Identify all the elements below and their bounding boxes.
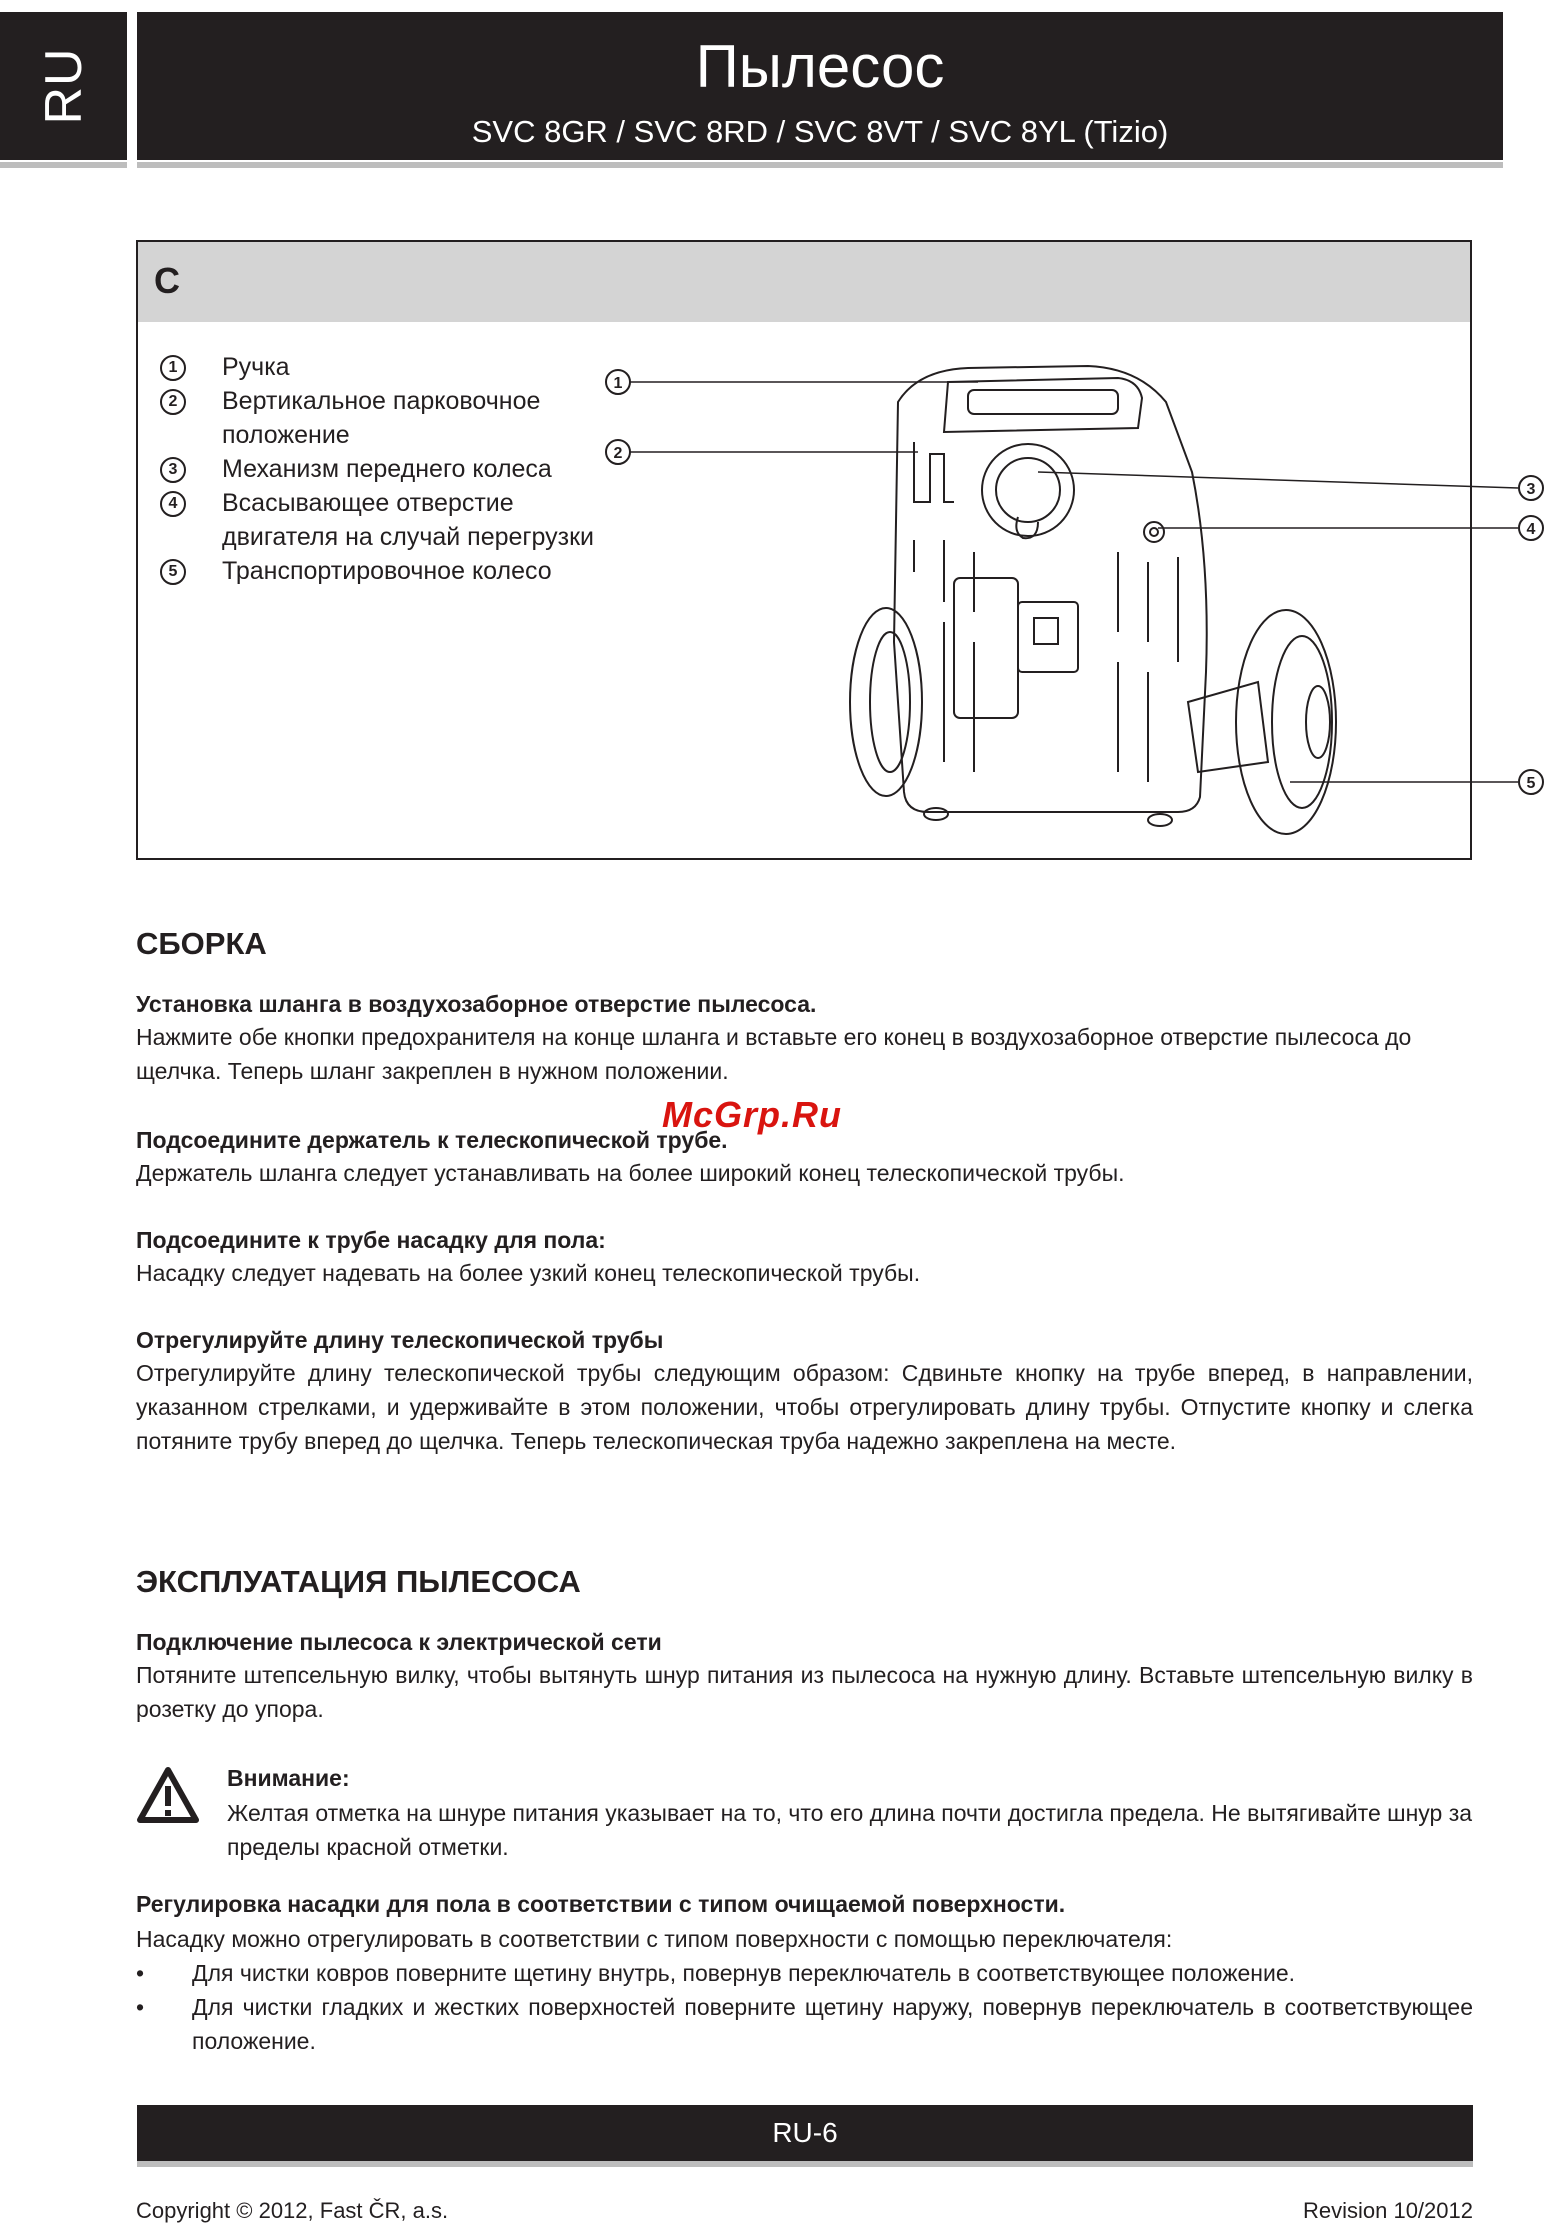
figure-legend [160, 350, 630, 588]
model-subtitle: SVC 8GR / SVC 8RD / SVC 8VT / SVC 8YL (Tizio) [471, 114, 1169, 149]
bullet-dot: • [136, 1960, 145, 1986]
legend-text: Ручка [222, 353, 290, 381]
title-bar [137, 12, 1503, 160]
language-tab [0, 12, 127, 160]
section-title: Отрегулируйте длину телескопической трубы [136, 1327, 664, 1353]
language-tab-shadow [0, 162, 127, 168]
power-text: Потяните штепсельную вилку, чтобы вытянуть шнур питания из пылесоса на нужную длину. Вставьте штепсельную вилку в розетку до упора. [136, 1662, 1473, 1722]
page-number-bar [137, 2105, 1473, 2161]
legend-item [160, 554, 630, 588]
legend-item [160, 452, 630, 486]
footer-shadow [137, 2161, 1473, 2167]
copyright: Copyright © 2012, Fast ČR, a.s. [136, 2198, 449, 2223]
section-text: Насадку следует надевать на более узкий конец телескопической трубы. [136, 1260, 921, 1286]
callout-3: 3 [1526, 481, 1536, 498]
legend-item [160, 350, 630, 384]
revision: Revision 10/2012 [1302, 2198, 1473, 2223]
section-text: Отрегулируйте длину телескопической трубы следующим образом: Сдвиньте кнопку на трубе вперед, в направлении, указанном стрелками, и удерживайте в этом положении, чтобы отрегулировать длину трубы. Отпустите кнопку и слегка потяните трубу вперед до щелчка. Теперь телескопическая труба надежно закреплена на месте. [136, 1360, 1473, 1454]
legend-text: Механизм переднего колеса [222, 455, 552, 483]
warning-title: Внимание: [227, 1765, 350, 1791]
vacuum-body-outline [894, 366, 1207, 812]
vacuum-diagram [613, 342, 1558, 842]
transport-wheel [1236, 610, 1336, 834]
legend-number: 2 [160, 389, 186, 415]
power-title: Подключение пылесоса к электрической сети [136, 1629, 662, 1655]
figure-header [138, 242, 1470, 322]
bullet-dot: • [136, 1994, 145, 2020]
bullet-item [136, 1956, 1473, 1990]
left-wheel [850, 608, 922, 796]
section-title: Установка шланга в воздухозаборное отверстие пылесоса. [136, 991, 817, 1017]
callout-2: 2 [613, 445, 623, 462]
watermark: McGrp.Ru [662, 1094, 843, 1135]
section-text: Держатель шланга следует устанавливать на более широкий конец телескопической трубы. [136, 1160, 1125, 1186]
section-title: Подсоедините держатель к телескопической трубе. [136, 1127, 728, 1153]
section-title: Подсоедините к трубе насадку для пола: [136, 1227, 606, 1253]
handle-shape [944, 378, 1142, 432]
bullet-item [136, 1990, 1473, 2058]
nozzle-title: Регулировка насадки для пола в соответствии с типом очищаемой поверхности. [136, 1891, 1066, 1917]
legend-item [160, 384, 630, 452]
warning-text: Желтая отметка на шнуре питания указывает на то, что его длина почти достигла предела. Не вытягивайте шнур за пределы красной отметки. [227, 1800, 1473, 1860]
language-label: RU [34, 47, 93, 125]
parking-slot [914, 442, 954, 502]
operation-heading: ЭКСПЛУАТАЦИЯ ПЫЛЕСОСА [136, 1564, 581, 1599]
motor-vent [1144, 522, 1164, 542]
bullet-text: Для чистки гладких и жестких поверхностей поверните щетину наружу, повернув переключатель в соответствующее положение. [192, 1994, 1473, 2054]
warning-icon [136, 1766, 200, 1824]
callout-1: 1 [613, 375, 623, 392]
legend-text: Транспортировочное колесо [222, 557, 552, 585]
title-bar-shadow [137, 162, 1503, 168]
handle-grip [968, 390, 1118, 414]
figure-label: C [154, 260, 180, 301]
section-text: Нажмите обе кнопки предохранителя на конце шланга и вставьте его конец в воздухозаборное отверстие пылесоса до щелчка. Теперь шланг закреплен в нужном положении. [136, 1024, 1412, 1084]
page-number: RU-6 [772, 2117, 838, 2148]
legend-number: 1 [160, 355, 186, 381]
bullet-text: Для чистки ковров поверните щетину внутрь, повернув переключатель в соответствующее положение. [192, 1960, 1296, 1986]
legend-text: Всасывающее отверстие двигателя на случай перегрузки [222, 489, 595, 551]
legend-number: 5 [160, 559, 186, 585]
legend-text: Вертикальное парковочное положение [222, 387, 541, 449]
legend-item [160, 486, 630, 554]
assembly-heading: СБОРКА [136, 926, 267, 961]
callout-5: 5 [1526, 775, 1536, 792]
legend-number: 3 [160, 457, 186, 483]
legend-number: 4 [160, 491, 186, 517]
figure-box [136, 240, 1536, 860]
callout-4: 4 [1526, 521, 1536, 538]
nozzle-text: Насадку можно отрегулировать в соответствии с типом поверхности с помощью переключателя: [136, 1926, 1173, 1952]
cord-window [1018, 602, 1078, 672]
page-title: Пылесос [695, 33, 945, 100]
